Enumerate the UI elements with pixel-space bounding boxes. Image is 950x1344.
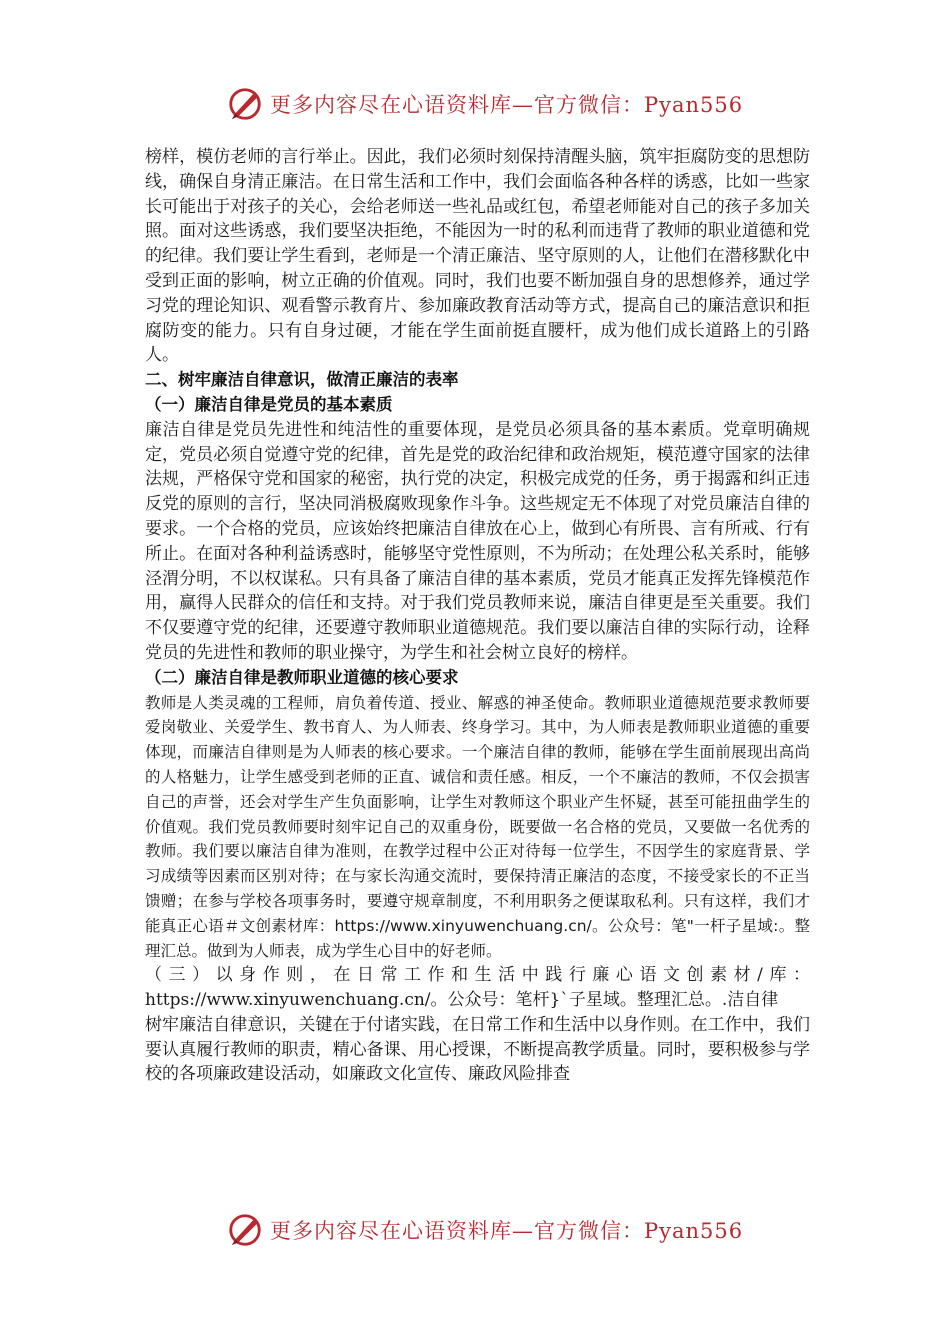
body-paragraph: 廉洁自律是党员先进性和纯洁性的重要体现，是党员必须具备的基本素质。党章明确规定，党员必须自觉遵守党的纪律，首先是党的政治纪律和政治规矩，模范遵守国家的法律法规，严格保守党和国家的秘密，执行党的决定，积极完成党的任务，勇于揭露和纠正违反党的原则的言行，坚决同消极腐败现象作斗争。这些规定无不体现了对党员廉洁自律的要求。一个合格的党员，应该始终把廉洁自律放在心上，做到心有所畏、言有所戒、行有所止。在面对各种利益诱惑时，能够坚守党性原则，不为所动；在处理公私关系时，能够泾渭分明，不以权谋私。只有具备了廉洁自律的基本素质，党员才能真正发挥先锋模范作用，赢得人民群众的信任和支持。对于我们党员教师来说，廉洁自律更是至关重要。我们不仅要遵守党的纪律，还要遵守教师职业道德规范。我们要以廉洁自律的实际行动，诠释党员的先进性和教师的职业操守，为学生和社会树立良好的榜样。 (145, 419, 810, 663)
pen-logo-icon (226, 85, 264, 123)
document-body (145, 145, 810, 1087)
pen-logo-icon (226, 1211, 264, 1249)
body-paragraph: 树牢廉洁自律意识，关键在于付诸实践，在日常工作和生活中以身作则。在工作中，我们要认真履行教师的职责，精心备课、用心授课，不断提高教学质量。同时，要积极参与学校的各项廉政建设活动，如廉政文化宣传、廉政风险排查 (145, 1014, 810, 1085)
header-banner (226, 82, 746, 126)
footer-banner (226, 1208, 746, 1252)
header-banner-text: 更多内容尽在心语资料库—官方微信：Pyan556 (270, 93, 744, 117)
subsection-heading: （二）廉洁自律是教师职业道德的核心要求 (145, 667, 459, 687)
footer-banner-text: 更多内容尽在心语资料库—官方微信：Pyan556 (270, 1219, 744, 1243)
body-paragraph: 教师是人类灵魂的工程师，肩负着传道、授业、解惑的神圣使命。教师职业道德规范要求教师要爱岗敬业、关爱学生、教书育人、为人师表、终身学习。其中，为人师表是教师职业道德的重要体现，而廉洁自律则是为人师表的核心要求。一个廉洁自律的教师，能够在学生面前展现出高尚的人格魅力，让学生感受到老师的正直、诚信和责任感。相反，一个不廉洁的教师，不仅会损害自己的声誉，还会对学生产生负面影响，让学生对教师这个职业产生怀疑，甚至可能扭曲学生的价值观。我们党员教师要时刻牢记自己的双重身份，既要做一名合格的党员，又要做一名优秀的教师。我们要以廉洁自律为准则，在教学过程中公正对待每一位学生，不因学生的家庭背景、学习成绩等因素而区别对待；在与家长沟通交流时，要保持清正廉洁的态度，不接受家长的不正当馈赠；在参与学校各项事务时，要遵守规章制度，不利用职务之便谋取私利。只有这样，我们才能真正心语＃文创素材库：https://www.xinyuwenchuang.cn/。公众号：笔"一杆子星域:。整理汇总。做到为人师表，成为学生心目中的好老师。 (145, 693, 810, 960)
subsection-heading: （一）廉洁自律是党员的基本素质 (145, 394, 393, 414)
section-heading: 二、树牢廉洁自律意识，做清正廉洁的表率 (145, 370, 459, 390)
subsection-heading-mixed: （三）以身作则，在日常工作和生活中践行廉心语文创素材/库：https://www.xinyuwenchuang.cn/。公众号：笔杆}`子星域。整理汇总。.洁自律 (145, 965, 810, 1011)
body-paragraph: 榜样，模仿老师的言行举止。因此，我们必须时刻保持清醒头脑，筑牢拒腐防变的思想防线，确保自身清正廉洁。在日常生活和工作中，我们会面临各种各样的诱惑，比如一些家长可能出于对孩子的关心，会给老师送一些礼品或红包，希望老师能对自己的孩子多加关照。面对这些诱惑，我们要坚决拒绝，不能因为一时的私利而违背了教师的职业道德和党的纪律。我们要让学生看到，老师是一个清正廉洁、坚守原则的人，让他们在潜移默化中受到正面的影响，树立正确的价值观。同时，我们也要不断加强自身的思想修养，通过学习党的理论知识、观看警示教育片、参加廉政教育活动等方式，提高自己的廉洁意识和拒腐防变的能力。只有自身过硬，才能在学生面前挺直腰杆，成为他们成长道路上的引路人。 (145, 147, 810, 366)
